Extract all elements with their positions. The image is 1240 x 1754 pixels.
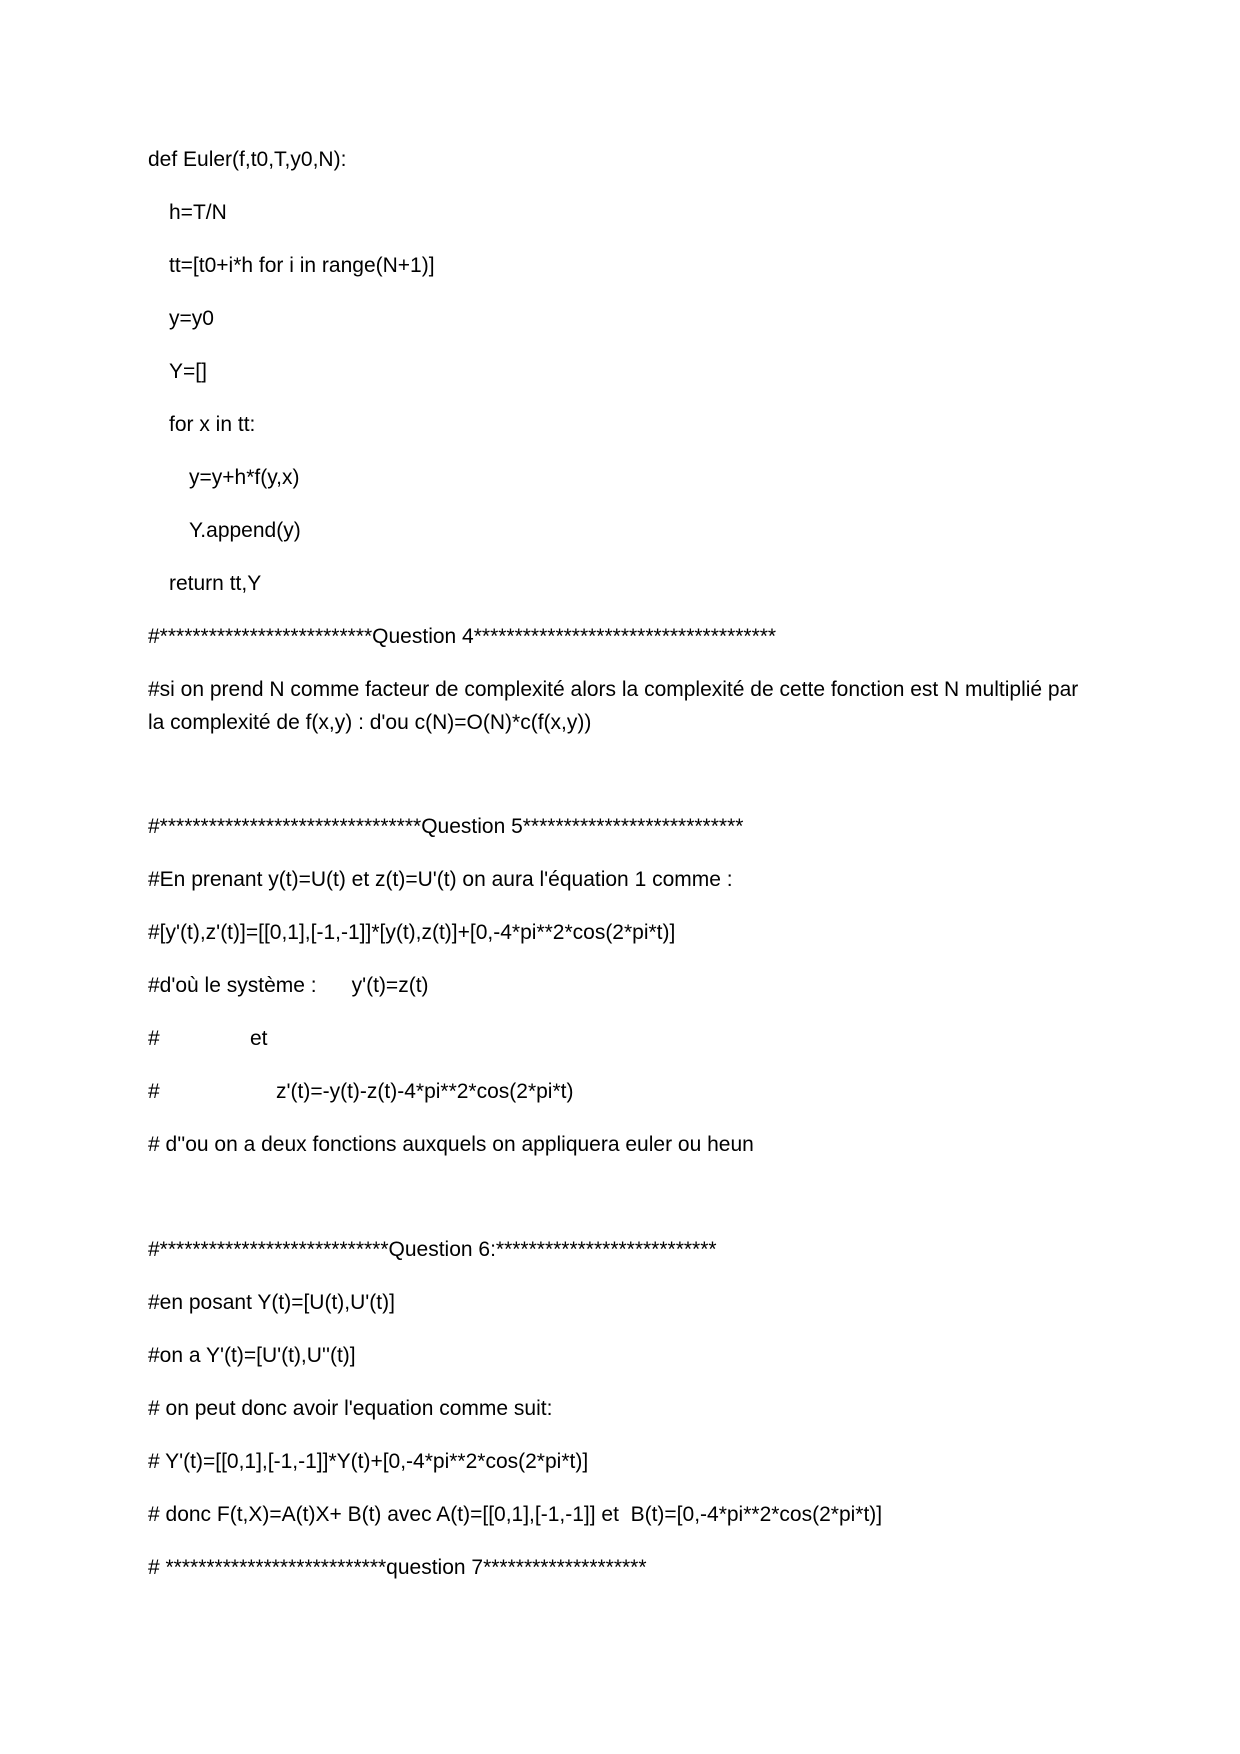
code-def-line: def Euler(f,t0,T,y0,N):	[148, 148, 347, 171]
question-6-line-1: #en posant Y(t)=[U(t),U'(t)]	[148, 1291, 395, 1314]
code-h-line: h=T/N	[169, 201, 227, 224]
code-y-update-line: y=y+h*f(y,x)	[189, 466, 300, 489]
question-5-line-5-hash: #	[148, 1080, 160, 1103]
question-5-line-6: # d''ou on a deux fonctions auxquels on appliquera euler ou heun	[148, 1133, 754, 1156]
question-6-line-3: # on peut donc avoir l'equation comme suit:	[148, 1397, 553, 1420]
question-7-header: # ***************************question 7********************	[148, 1556, 647, 1579]
code-append-line: Y.append(y)	[189, 519, 301, 542]
code-tt-line: tt=[t0+i*h for i in range(N+1)]	[169, 254, 435, 277]
question-4-comment: #si on prend N comme facteur de complexité alors la complexité de cette fonction est N multiplié par la complexité de f(x,y) : d'ou c(N)=O(N)*c(f(x,y))	[148, 678, 1079, 734]
code-Y-init-line: Y=[]	[169, 360, 207, 383]
question-5-header: #********************************Question 5***************************	[148, 815, 744, 838]
question-5-line-2: #[y'(t),z'(t)]=[[0,1],[-1,-1]]*[y(t),z(t)]+[0,-4*pi**2*cos(2*pi*t)]	[148, 921, 676, 944]
code-y-init-line: y=y0	[169, 307, 214, 330]
question-5-line-4-text: et	[250, 1027, 268, 1050]
question-6-line-5: # donc F(t,X)=A(t)X+ B(t) avec A(t)=[[0,1],[-1,-1]] et B(t)=[0,-4*pi**2*cos(2*pi*t)]	[148, 1503, 883, 1526]
question-5-line-5-text: z'(t)=-y(t)-z(t)-4*pi**2*cos(2*pi*t)	[276, 1080, 574, 1103]
question-6-line-2: #on a Y'(t)=[U'(t),U''(t)]	[148, 1344, 356, 1367]
question-6-header: #****************************Question 6:***************************	[148, 1238, 717, 1261]
question-4-header: #**************************Question 4*************************************	[148, 625, 777, 648]
code-return-line: return tt,Y	[169, 572, 262, 595]
question-5-line-1: #En prenant y(t)=U(t) et z(t)=U'(t) on aura l'équation 1 comme :	[148, 868, 733, 891]
question-5-line-4-hash: #	[148, 1027, 160, 1050]
question-5-line-3: #d'où le système : y'(t)=z(t)	[148, 974, 429, 997]
question-6-line-4: # Y'(t)=[[0,1],[-1,-1]]*Y(t)+[0,-4*pi**2*cos(2*pi*t)]	[148, 1450, 589, 1473]
code-for-line: for x in tt:	[169, 413, 256, 436]
